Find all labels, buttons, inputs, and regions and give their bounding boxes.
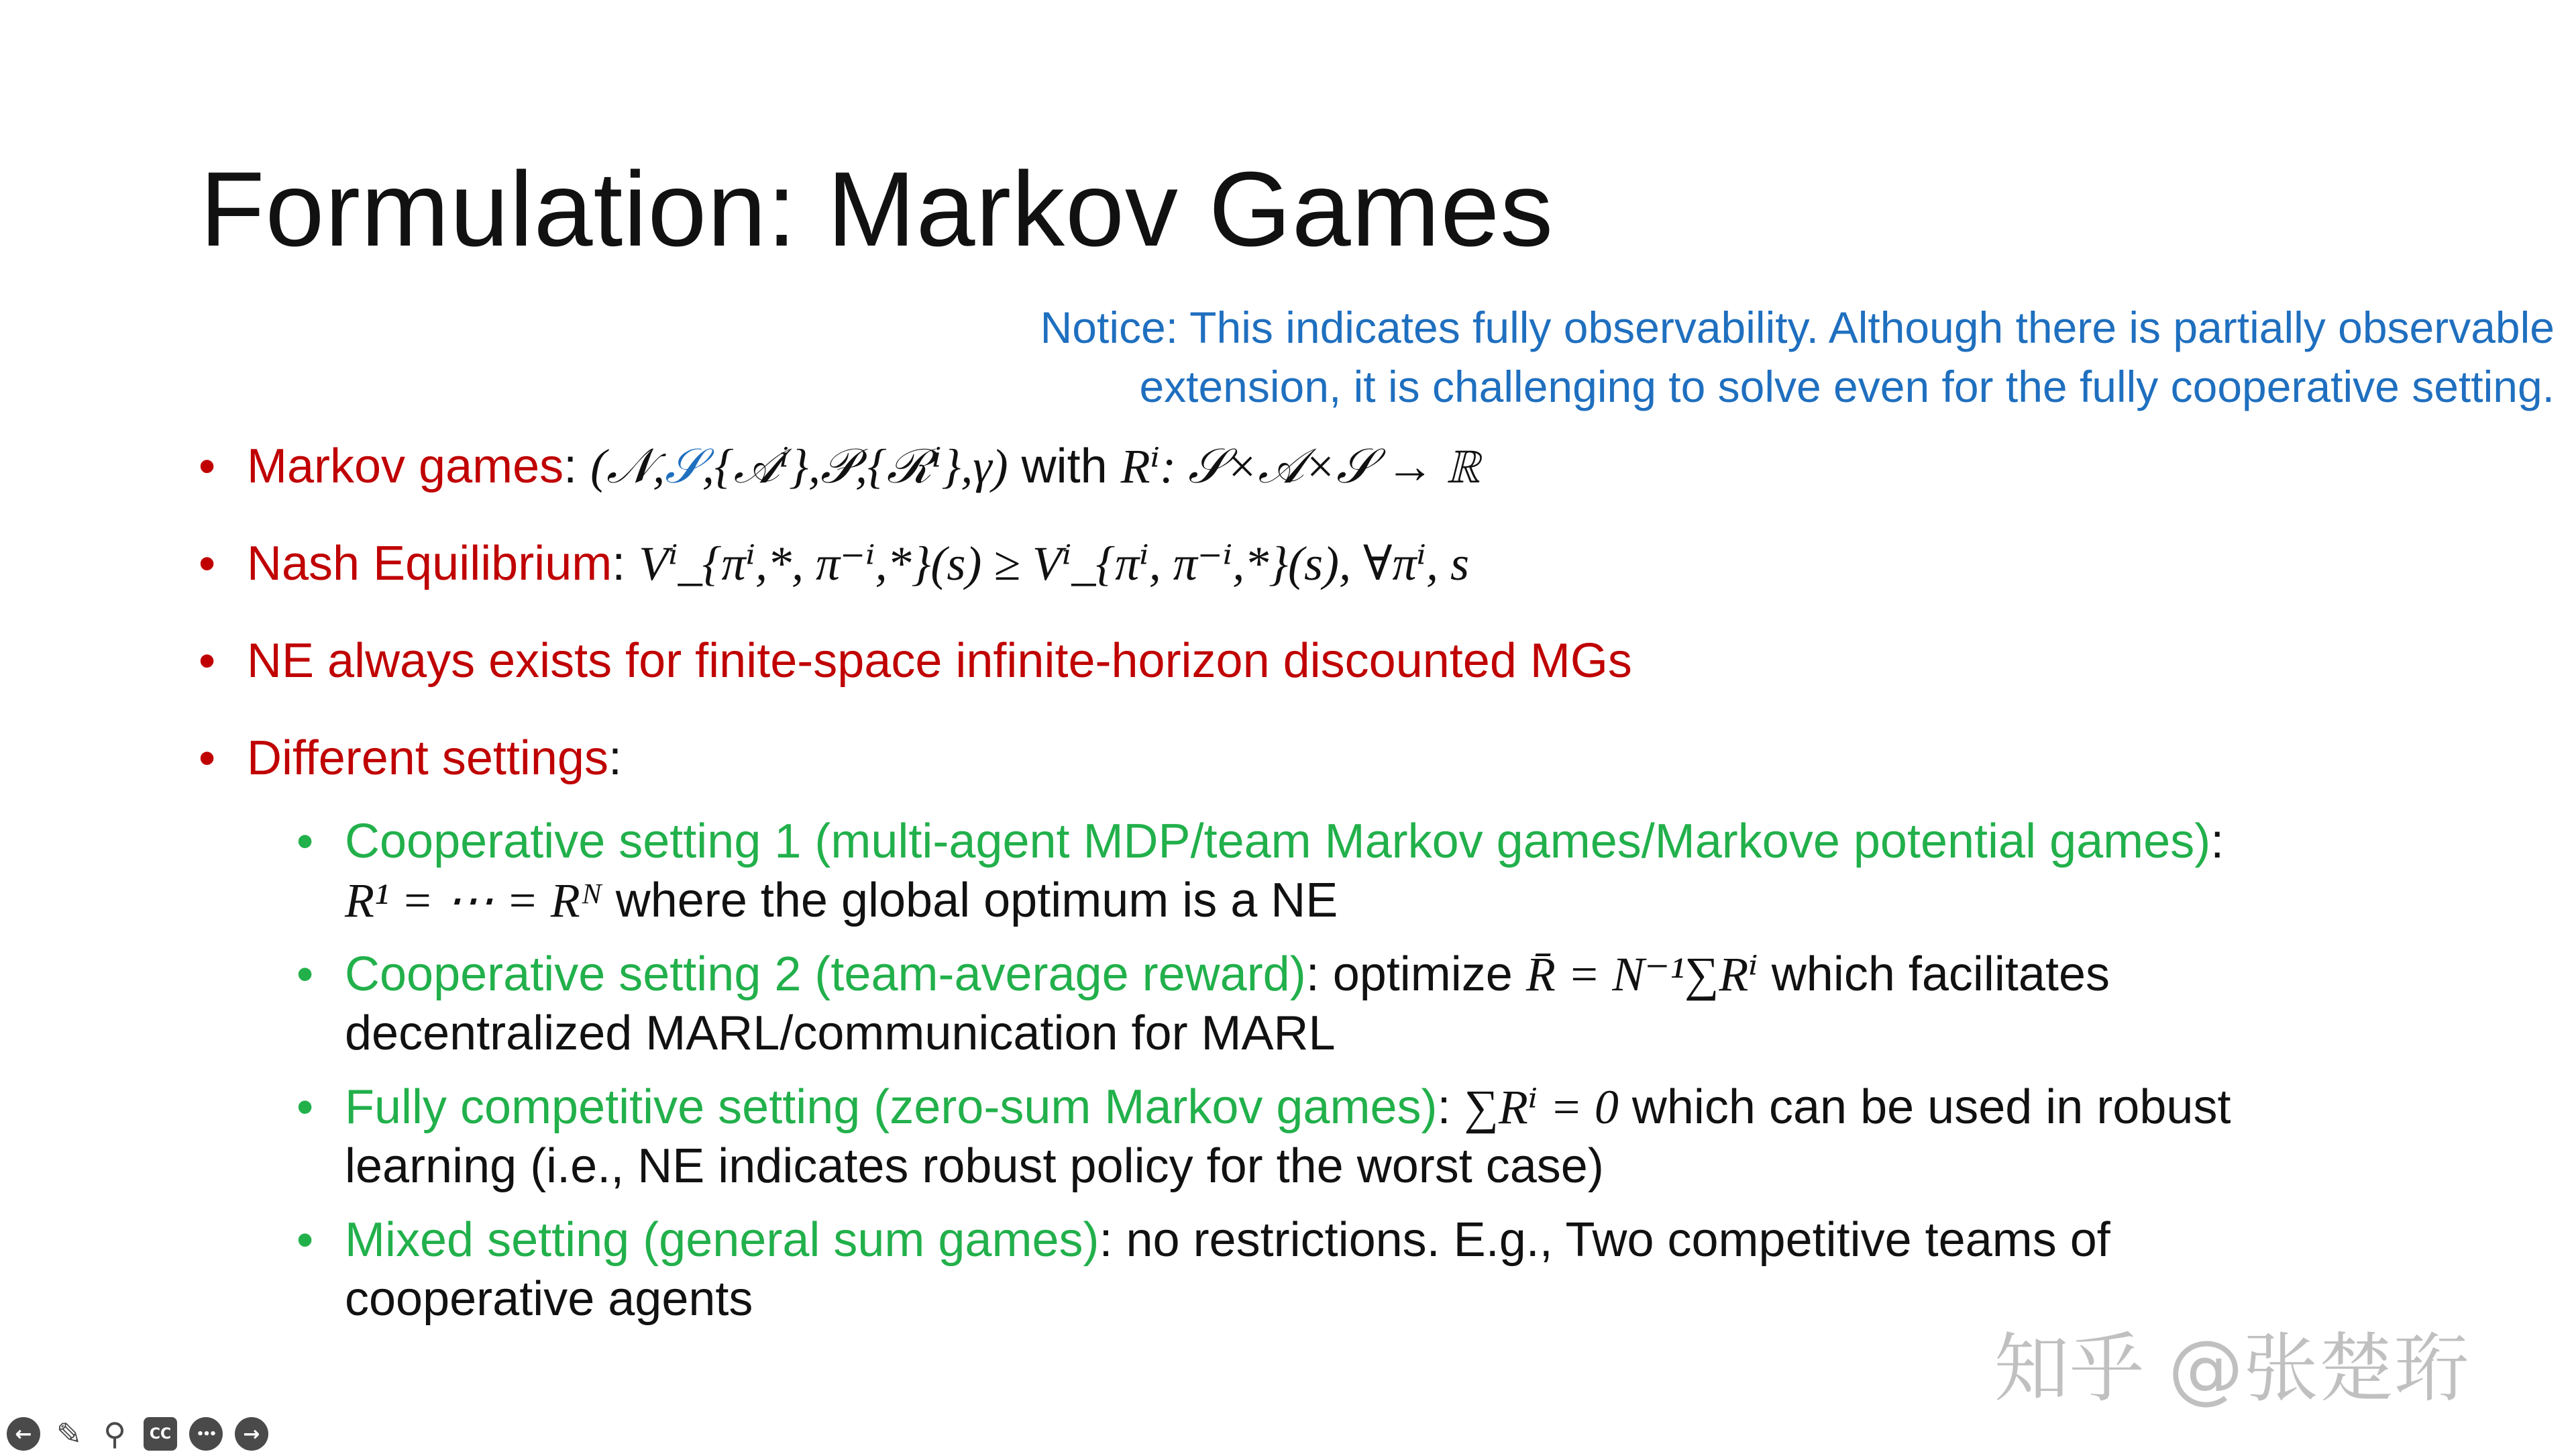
- markov-tuple-open: (𝒩,: [590, 439, 665, 493]
- subbullet-dot-icon: •: [297, 947, 314, 1001]
- subtitles-button[interactable]: [144, 1417, 177, 1451]
- coop1-sep: :: [2210, 815, 2224, 868]
- prev-slide-button[interactable]: [7, 1417, 40, 1451]
- magnifier-icon: ⚲: [103, 1416, 126, 1452]
- competitive-text: which can be used in robust: [1618, 1080, 2231, 1134]
- notice-line-2: extension, it is challenging to solve even for the fully cooperative setting.: [1139, 362, 2555, 411]
- markov-reward-map: Rⁱ: 𝒮×𝒜×𝒮 → ℝ: [1120, 439, 1481, 493]
- nash-formula: Vⁱ_{πⁱ,*, π⁻ⁱ,*}(s) ≥ Vⁱ_{πⁱ, π⁻ⁱ,*}(s), ∀πⁱ, s: [639, 537, 1470, 590]
- markov-games-sep: :: [564, 439, 591, 493]
- cc-icon: CC: [149, 1425, 172, 1443]
- bullet-dot-icon: •: [199, 439, 216, 493]
- settings-label: Different settings: [247, 731, 608, 785]
- bullet-dot-icon: •: [199, 537, 216, 590]
- settings-sep: :: [608, 731, 622, 785]
- coop1-label: Cooperative setting 1 (multi-agent MDP/team Markov games/Markove potential games): [345, 815, 2211, 868]
- bullet-different-settings: [199, 728, 2506, 788]
- bullet-ne-exists: [199, 631, 2506, 691]
- settings-sublist: [199, 812, 2506, 1329]
- notice-line-1: Notice: This indicates fully observability. Although there is partially observable: [1040, 303, 2555, 352]
- more-icon: •••: [196, 1427, 216, 1441]
- ne-exists-text: NE always exists for finite-space infinite-horizon discounted MGs: [247, 634, 1632, 688]
- nash-label: Nash Equilibrium: [247, 537, 612, 590]
- more-options-button[interactable]: [189, 1417, 223, 1451]
- subbullet-cooperative-2: [297, 945, 2506, 1063]
- markov-with: with: [1008, 439, 1121, 493]
- markov-tuple-state: 𝒮: [665, 439, 702, 493]
- watermark: 知乎 @张楚珩: [1994, 1325, 2469, 1412]
- competitive-math: ∑Rⁱ = 0: [1464, 1080, 1619, 1134]
- markov-games-label: Markov games: [247, 439, 564, 493]
- bullet-nash-equilibrium: [199, 533, 2506, 594]
- arrow-right-icon: →: [243, 1422, 260, 1446]
- coop1-text: where the global optimum is a NE: [602, 874, 1338, 927]
- coop1-math: R¹ = ⋯ = Rᴺ: [345, 874, 602, 927]
- mixed-sep: : no restrictions. E.g., Two competitive teams of: [1099, 1213, 2110, 1267]
- mixed-label: Mixed setting (general sum games): [345, 1213, 1099, 1267]
- coop2-label: Cooperative setting 2 (team-average reward): [345, 947, 1306, 1001]
- nash-sep: :: [612, 537, 639, 590]
- bullet-list: [199, 436, 2506, 1329]
- arrow-left-icon: ←: [15, 1422, 32, 1446]
- competitive-line2: learning (i.e., NE indicates robust policy for the worst case): [345, 1139, 1604, 1193]
- subbullet-cooperative-1: [297, 812, 2506, 930]
- coop2-sep: : optimize: [1305, 947, 1526, 1001]
- subbullet-competitive: [297, 1078, 2506, 1196]
- notice-callout: [904, 298, 2555, 416]
- subbullet-dot-icon: •: [297, 815, 314, 868]
- bullet-markov-games: [199, 436, 2506, 497]
- zoom-button[interactable]: [98, 1417, 131, 1451]
- subbullet-dot-icon: •: [297, 1080, 314, 1134]
- presentation-toolbar: [7, 1417, 268, 1451]
- competitive-label: Fully competitive setting (zero-sum Markov games): [345, 1080, 1438, 1134]
- coop2-text: which facilitates: [1758, 947, 2110, 1001]
- bullet-dot-icon: •: [199, 634, 216, 688]
- subbullet-dot-icon: •: [297, 1213, 314, 1267]
- coop2-line2: decentralized MARL/communication for MARL: [345, 1006, 1336, 1060]
- mixed-line2: cooperative agents: [345, 1272, 753, 1326]
- bullet-dot-icon: •: [199, 731, 216, 785]
- coop2-math: R̄ = N⁻¹∑Rⁱ: [1525, 947, 1758, 1001]
- pen-icon: ✎: [56, 1416, 83, 1452]
- slide-title: Formulation: Markov Games: [200, 150, 1554, 268]
- markov-tuple-rest: ,{𝒜ⁱ},𝒫,{ℛⁱ},γ): [702, 439, 1008, 493]
- pen-tool-button[interactable]: [52, 1417, 86, 1451]
- next-slide-button[interactable]: [235, 1417, 268, 1451]
- competitive-sep: :: [1437, 1080, 1464, 1134]
